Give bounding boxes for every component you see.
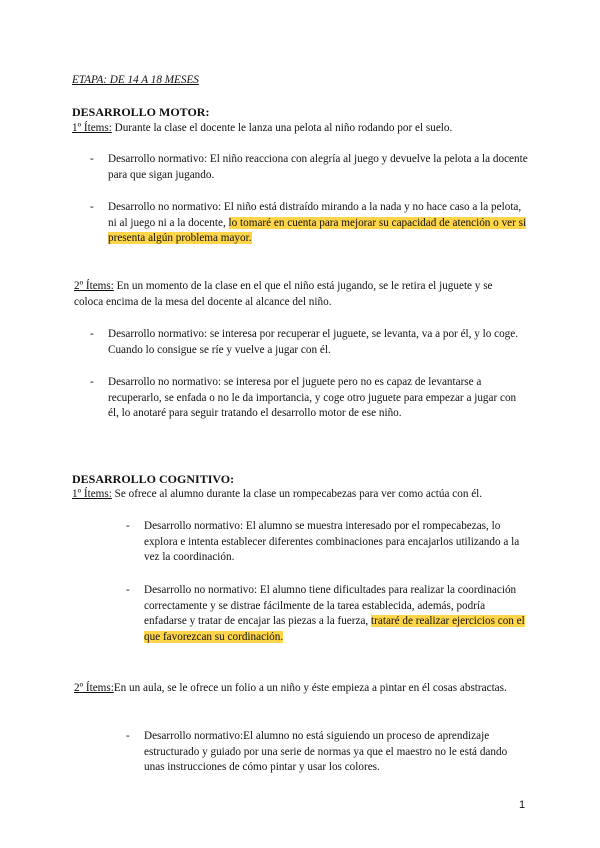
bullet-dash: - bbox=[90, 153, 94, 165]
motor-item1-non-normative-text bbox=[108, 200, 528, 247]
cognitive-item1-normative-text: Desarrollo normativo: El alumno se muestra interesado por el rompecabezas, lo explora e intenta establecer diferentes combinaciones para encajarlos utilizando a la vez la coordinación. bbox=[144, 520, 520, 564]
cognitive-item1-paragraph bbox=[72, 487, 532, 503]
motor-item2-non-normative-text: Desarrollo no normativo: se interesa por el juguete pero no es capaz de levantarse a recuperarlo, se enfada o no le da importancia, y coge otro juguete para empezar a jugar con él, lo anotaré para seguir tratando el desarrollo motor de ese niño. bbox=[108, 376, 517, 420]
motor-item2-label: 2º Ítems: bbox=[74, 280, 114, 292]
motor-item1-label: 1º Ítems: bbox=[72, 122, 112, 134]
motor-item2-text: En un momento de la clase en el que el niño está jugando, se le retira el juguete y se coloca encima de la mesa del docente al alcance del niño. bbox=[74, 280, 493, 308]
bullet-dash: - bbox=[126, 520, 130, 532]
motor-item1-text: Durante la clase el docente le lanza una pelota al niño rodando por el suelo. bbox=[111, 122, 453, 134]
cognitive-item2-paragraph bbox=[74, 681, 524, 697]
highlighted-note: trataré de realizar ejercicios con el que favorezcan su cordinación. bbox=[144, 615, 525, 643]
cognitive-item2-label: 2º Ítems: bbox=[74, 682, 114, 694]
highlighted-note: lo tomaré en cuenta para mejorar su capacidad de atención o ver si presenta algún problema mayor. bbox=[108, 216, 527, 245]
motor-item1-normative-text: Desarrollo normativo: El niño reacciona con alegría al juego y devuelve la pelota a la docente para que sigan jugando. bbox=[108, 153, 528, 181]
cognitive-item1-text: Se ofrece al alumno durante la clase un rompecabezas para ver como actúa con él. bbox=[111, 488, 483, 500]
cognitive-item2-normative-text: Desarrollo normativo:El alumno no está siguiendo un proceso de aprendizaje estructurado y guiado por una serie de normas ya que el maestro no le está dando unas instrucciones de cómo pintar y usar los colores. bbox=[144, 730, 508, 774]
cognitive-heading: DESARROLLO COGNITIVO: bbox=[72, 472, 235, 486]
bullet-dash: - bbox=[90, 201, 94, 213]
motor-item2-normative-text: Desarrollo normativo: se interesa por recuperar el juguete, se levanta, va a por él, y lo coge. Cuando lo consigue se ríe y vuelve a jugar con él. bbox=[108, 328, 519, 356]
stage-title: ETAPA: DE 14 A 18 MESES bbox=[72, 74, 199, 86]
motor-item1-paragraph bbox=[72, 121, 532, 137]
motor-item2-paragraph bbox=[74, 279, 524, 310]
cognitive-item1-label: 1º Ítems: bbox=[72, 488, 112, 500]
cognitive-item1-non-normative-text bbox=[144, 583, 528, 645]
page-number: 1 bbox=[519, 799, 526, 811]
motor-heading: DESARROLLO MOTOR: bbox=[72, 105, 210, 119]
bullet-dash: - bbox=[126, 730, 130, 742]
bullet-dash: - bbox=[90, 328, 94, 340]
bullet-dash: - bbox=[126, 584, 130, 596]
motor-item1-non-normative-plain: Desarrollo no normativo: El niño está distraído mirando a la nada y no hace caso a la pelota, ni al juego ni a la docente, bbox=[108, 201, 522, 229]
cognitive-item2-text: En un aula, se le ofrece un folio a un niño y éste empieza a pintar en él cosas abstractas. bbox=[113, 682, 507, 694]
cognitive-item1-non-normative-plain: Desarrollo no normativo: El alumno tiene dificultades para realizar la coordinación correctamente y se distrae fácilmente de la tarea establecida, además, podría enfadarse y tratar de encajar las piezas a la fuerza, bbox=[144, 584, 517, 628]
bullet-dash: - bbox=[90, 376, 94, 388]
